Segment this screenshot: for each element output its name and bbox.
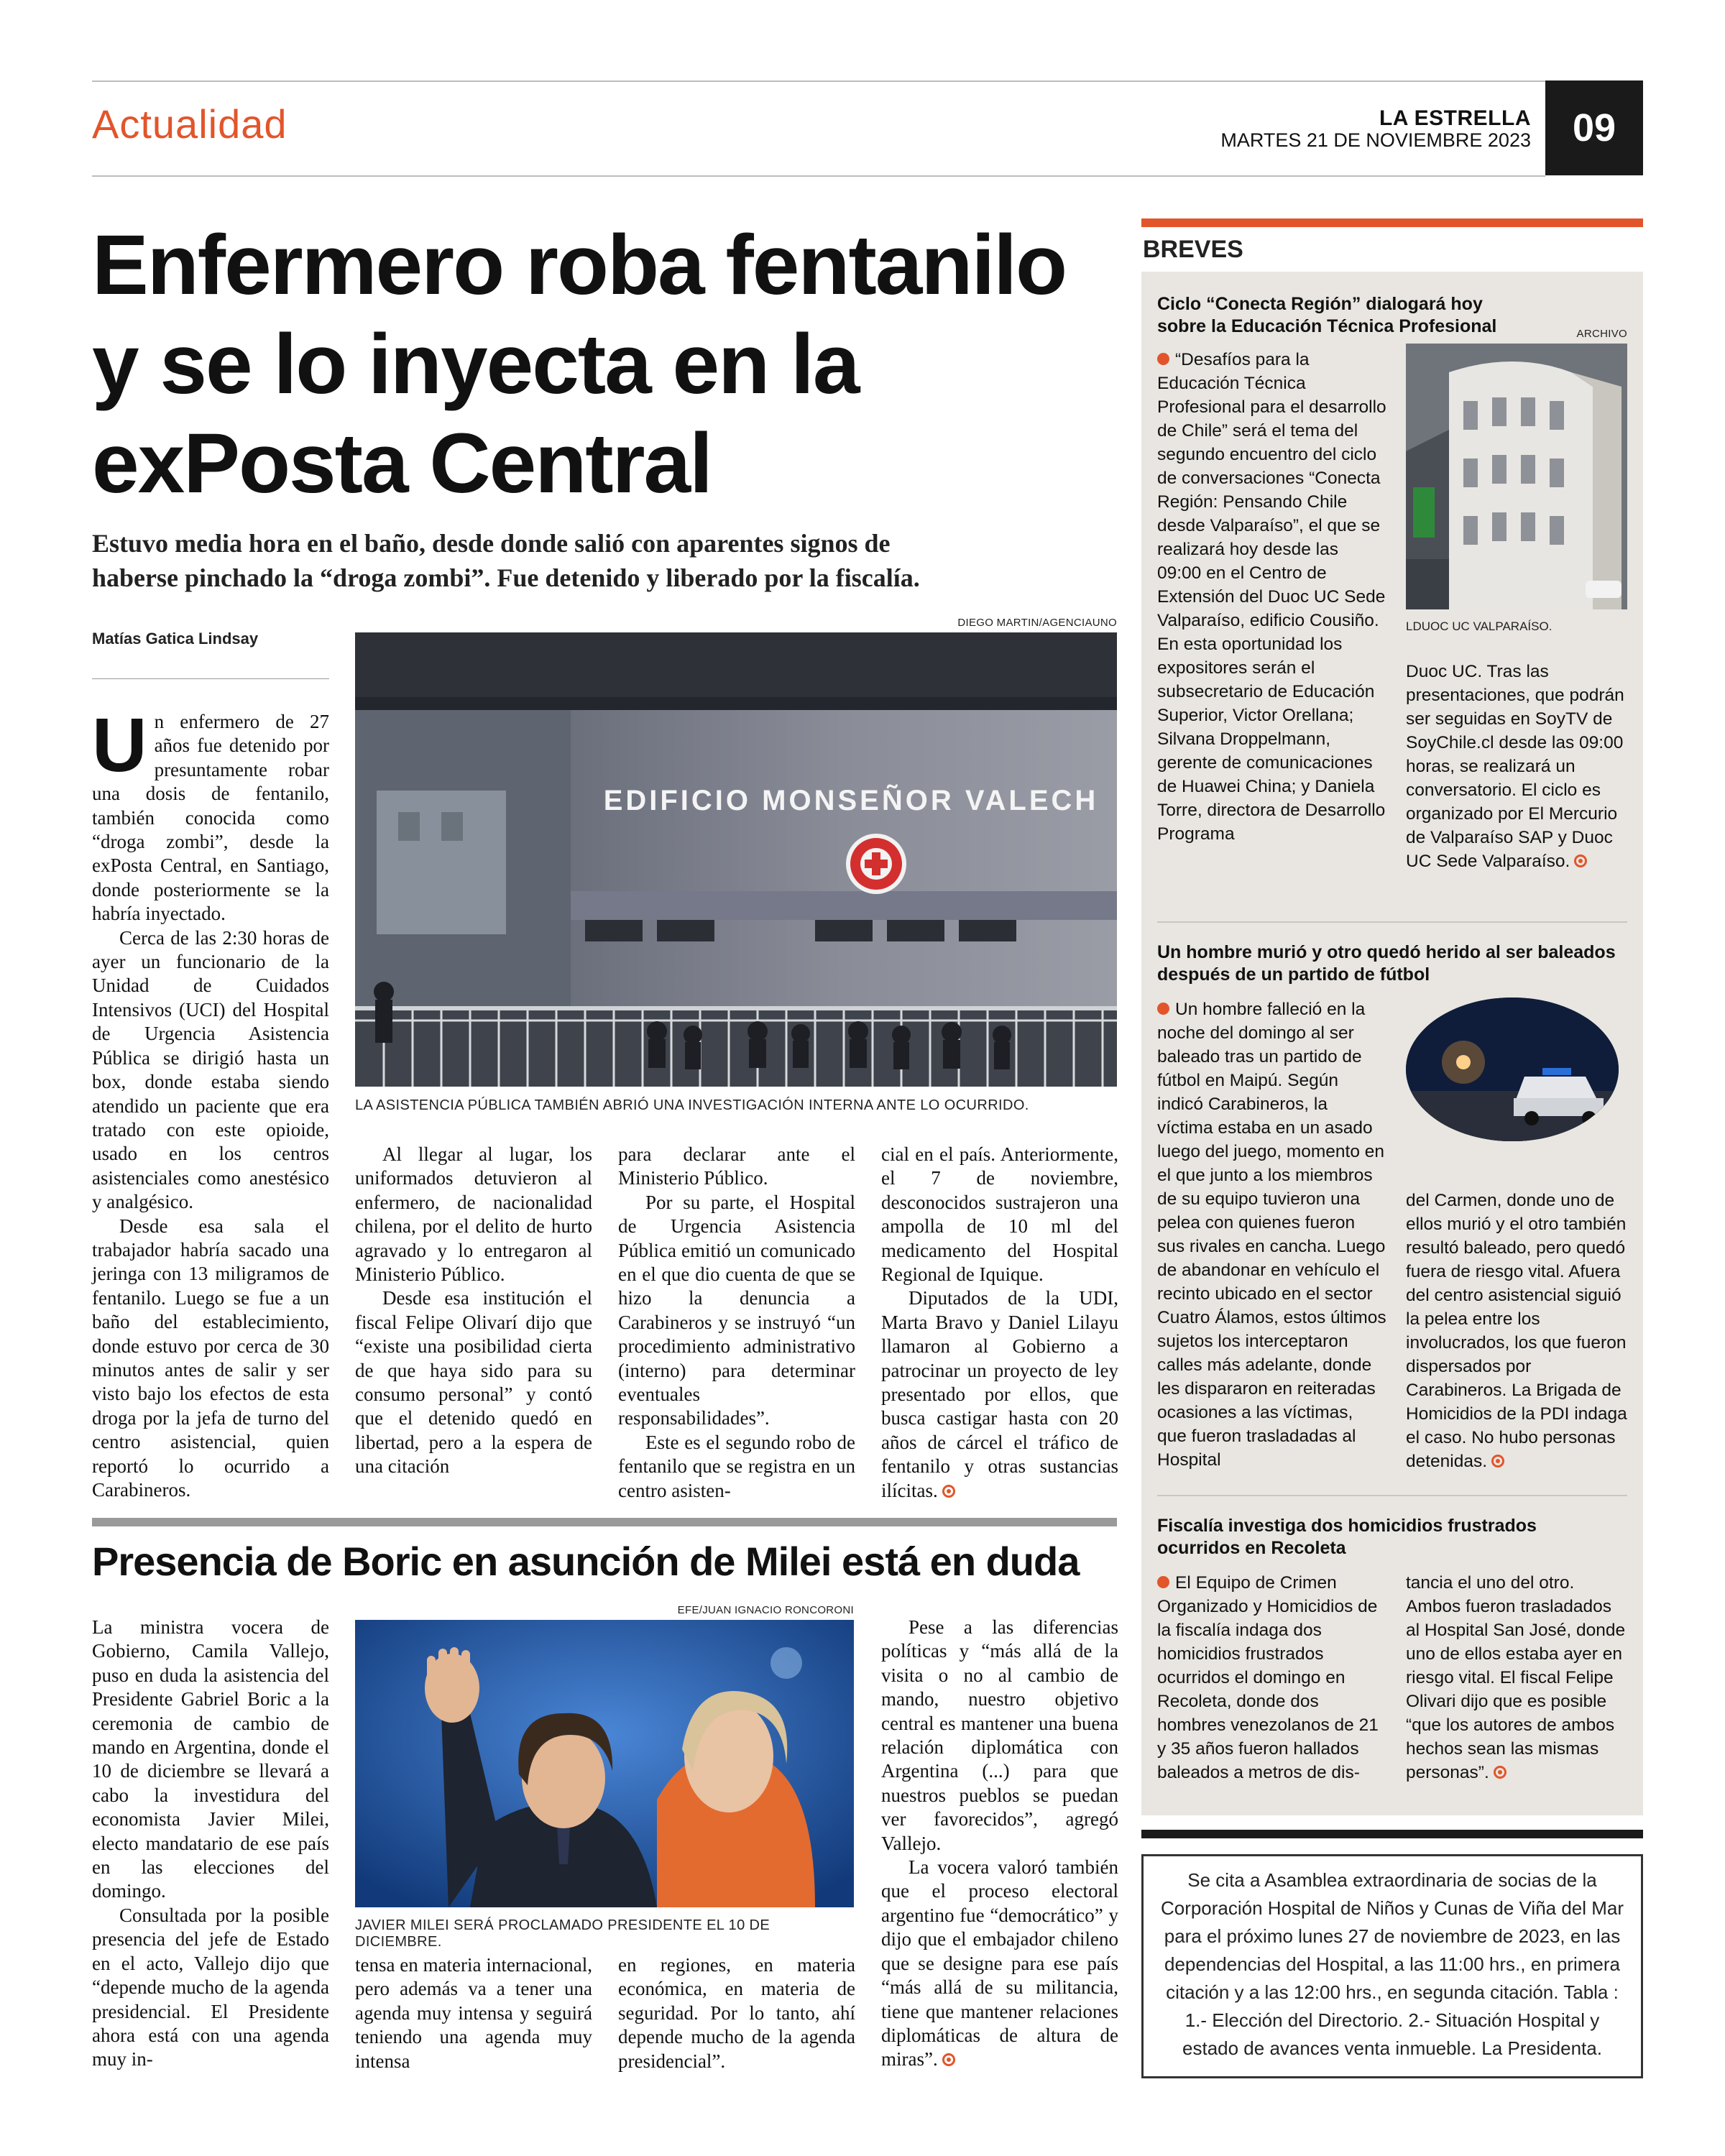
hospital-building-illustration bbox=[355, 632, 1117, 1087]
breve-2-col-1: Un hombre falleció en la noche del domingo al ser baleado tras un partido de fútbol en Maipú. Según indicó Carabineros, la víctima estaba en un asado luego del juego, momento en el que junto a los miembros de su equipo tuvieron una pelea con quienes fueron sus rivales en cancha. Luego de abandonar en vehículo el recinto ubicado en el sector Cuatro Álamos, estos últimos sujetos los interceptaron calles más adelante, donde les dispararon en reiteradas ocasiones a las víctimas, que fueron trasladadas al Hospital bbox=[1157, 1000, 1386, 1470]
second-headline: Presencia de Boric en asunción de Milei está en duda bbox=[92, 1539, 1080, 1584]
headline-line-3: exPosta Central bbox=[92, 416, 712, 511]
paragraph: Por su parte, el Hospital de Urgencia Asistencia Pública emitió un comunicado en el que dio cuenta de que se hizo la denuncia a Carabineros y se instruyó “un procedimiento administrativo (interno) para determinar eventuales responsabilidades”. bbox=[618, 1191, 855, 1429]
shooting-scene-photo bbox=[1406, 998, 1619, 1141]
breves-title: BREVES bbox=[1143, 236, 1243, 263]
duoc-building-photo bbox=[1406, 344, 1627, 609]
hospital-photo bbox=[355, 632, 1117, 1087]
section-label: Actualidad bbox=[92, 101, 288, 147]
end-mark-icon bbox=[942, 2053, 955, 2066]
milei-celebration-illustration bbox=[355, 1620, 854, 1907]
main-col-2 bbox=[355, 1143, 592, 1479]
main-headline bbox=[92, 216, 1127, 513]
dropcap: U bbox=[92, 703, 147, 788]
breve-separator bbox=[1157, 921, 1627, 923]
deck-line-1: Estuvo media hora en el baño, desde donde salió con aparentes signos de bbox=[92, 529, 891, 558]
duoc-building-illustration bbox=[1406, 344, 1627, 609]
notice-text: Se cita a Asamblea extraordinaria de socias de la Corporación Hospital de Niños y Cunas de Viña del Mar para el próximo lunes 27 de noviembre de 2023, en las dependencias del Hospital, a las 11:00 hrs., en primera citación y a las 12:00 hrs., en segunda citación. Tabla : 1.- Elección del Directorio. 2.- Situación Hospital y estado de avances venta inmueble. La Presidenta. bbox=[1160, 1869, 1624, 2059]
page-number: 09 bbox=[1572, 106, 1616, 149]
end-mark-icon bbox=[942, 1485, 955, 1498]
paragraph: Desde esa sala el trabajador habría sacado una jeringa con 13 miligramos de fentanilo. Luego se fue a un baño del establecimiento, donde estuvo por cerca de 30 minutos antes de salir y ser visto bajo los efectos de esta droga por la jefa de turno del centro asistencial, quien reportó lo ocurrido a Carabineros. bbox=[92, 1215, 329, 1501]
breve-1-photo-caption: LDUOC UC VALPARAÍSO. bbox=[1406, 619, 1552, 633]
second-story-rule bbox=[92, 1518, 1117, 1526]
second-photo-caption: JAVIER MILEI SERÁ PROCLAMADO PRESIDENTE EL 10 DE DICIEMBRE. bbox=[355, 1917, 770, 1950]
photo-caption: LA ASISTENCIA PÚBLICA TAMBIÉN ABRIÓ UNA INVESTIGACIÓN INTERNA ANTE LO OCURRIDO. bbox=[355, 1097, 1029, 1113]
second-col-1 bbox=[92, 1616, 329, 2072]
breve-1-col-1: “Desafíos para la Educación Técnica Profesional para el desarrollo de Chile” será el tema del segundo encuentro del ciclo de conversaciones “Conecta Región: Pensando Chile desde Valparaíso”, el que se realizará hoy desde las 09:00 en el Centro de Extensión del Duoc UC Sede Valparaíso, edificio Cousiño. En esta oportunidad los expositores serán el subsecretario de Educación Superior, Victor Orellana; Silvana Droppelmann, gerente de comunicaciones de Huawei China; y Daniela Torre, directora de Desarrollo Programa bbox=[1157, 350, 1386, 844]
breves-accent-bar bbox=[1141, 218, 1643, 227]
second-photo-credit: EFE/JUAN IGNACIO RONCORONI bbox=[677, 1604, 854, 1616]
deck-line-2: haberse pinchado la “droga zombi”. Fue detenido y liberado por la fiscalía. bbox=[92, 563, 920, 592]
paper-name: LA ESTRELLA bbox=[1379, 106, 1531, 130]
notice-box bbox=[1141, 1854, 1643, 2078]
breve-3-col-1: El Equipo de Crimen Organizado y Homicidios de la fiscalía indaga dos homicidios frustrados ocurridos el domingo en Recoleta, donde dos hombres venezolanos de 21 y 35 años fueron hallados baleados a metros de dis- bbox=[1157, 1573, 1379, 1782]
paragraph: para declarar ante el Ministerio Público. bbox=[618, 1143, 855, 1189]
breve-2-col-2: del Carmen, donde uno de ellos murió y el otro también resultó baleado, pero quedó fuera de riesgo vital. Afuera del centro asistencial siguió la pelea entre los involucrados, los que fueron dispersados por Carabineros. La Brigada de Homicidios de la PDI indaga el caso. No hubo personas detenidas. bbox=[1406, 1191, 1627, 1471]
second-col-3 bbox=[618, 1953, 855, 2073]
photo-credit: DIEGO MARTIN/AGENCIAUNO bbox=[957, 617, 1117, 629]
paragraph: Desde esa institución el fiscal Felipe Olivarí dijo que “existe una posibilidad cierta de que haya sido para su consumo personal” y contó que el detenido quedó en libertad, pero a la espera de una citación bbox=[355, 1287, 592, 1478]
main-col-1 bbox=[92, 703, 329, 1502]
page-number-badge bbox=[1545, 80, 1643, 175]
second-col-2 bbox=[355, 1953, 592, 2073]
paragraph: Cerca de las 2:30 horas de ayer un funcionario de la Unidad de Cuidados Intensivos (UCI) del Hospital de Urgencia Asistencia Pública se dirigió hasta un box, donde estaba siendo atendido un paciente que era tratado con este opioide, usado en los centros asistenciales como anestésico y analgésico. bbox=[92, 926, 329, 1213]
headline-line-2: y se lo inyecta en la bbox=[92, 317, 859, 412]
paragraph: tensa en materia internacional, pero además va a tener una agenda muy intensa y seguirá teniendo una agenda muy intensa bbox=[355, 1954, 592, 2072]
photo-building-sign: EDIFICIO MONSEÑOR VALECH bbox=[603, 785, 1099, 816]
header-top-rule bbox=[92, 80, 1643, 82]
byline: Matías Gatica Lindsay bbox=[92, 630, 259, 648]
bullet-dot-icon bbox=[1157, 1576, 1169, 1588]
issue-date: MARTES 21 DE NOVIEMBRE 2023 bbox=[1220, 129, 1531, 151]
paragraph: cial en el país. Anteriormente, el 7 de noviembre, desconocidos sustrajeron una ampolla de 10 ml del medicamento del Hospital Regional de Iquique. bbox=[881, 1143, 1118, 1286]
end-mark-icon bbox=[1574, 854, 1587, 867]
header-bottom-rule bbox=[92, 175, 1545, 177]
bullet-dot-icon bbox=[1157, 353, 1169, 365]
paragraph: Pese a las diferencias políticas y “más allá de la visita o no al cambio de mando, nuestro objetivo central es mantener una buena relación diplomática con Argentina (...) para que nuestros pueblos se puedan ver favorecidos”, agregó Vallejo. bbox=[881, 1616, 1118, 1854]
paragraph: Al llegar al lugar, los uniformados detuvieron al enfermero, de nacionalidad chilena, por el delito de hurto agravado y lo entregaron al Ministerio Público. bbox=[355, 1143, 592, 1286]
main-col-4 bbox=[881, 1143, 1118, 1503]
paragraph: Diputados de la UDI, Marta Bravo y Daniel Lilayu llamaron al Gobierno a patrocinar un proyecto de ley presentado por ellos, que busca castigar hasta con 20 años de cárcel el tráfico de fentanilo y otras sustancias ilícitas. bbox=[881, 1287, 1118, 1501]
paragraph: en regiones, en materia económica, en materia de seguridad. Por lo tanto, ahí depende mucho de la agenda presidencial”. bbox=[618, 1954, 855, 2072]
breve-separator bbox=[1157, 1495, 1627, 1496]
lead-paragraph: Un enfermero de 27 años fue detenido por presuntamente robar una dosis de fentanilo, también conocida como “droga zombi”, desde la exPosta Central, en Santiago, donde posteriormente se la habría inyectado. bbox=[92, 703, 329, 925]
end-mark-icon bbox=[1494, 1766, 1506, 1779]
end-mark-icon bbox=[1491, 1455, 1504, 1468]
main-deck bbox=[92, 526, 1141, 595]
paragraph: La ministra vocera de Gobierno, Camila Vallejo, puso en duda la asistencia del Presidente Gabriel Boric a la ceremonia de cambio de mando en Argentina, donde el 10 de diciembre se llevará a cabo la investidura del economista Javier Milei, electo mandatario de ese país en las elecciones del domingo. bbox=[92, 1616, 329, 1902]
paragraph: Consultada por la posible presencia del jefe de Estado en el acto, Vallejo dijo que “depende mucho de la agenda presidencial. El Presidente ahora está con una agenda muy in- bbox=[92, 1904, 329, 2070]
breve-1-title: Ciclo “Conecta Región” dialogará hoy sobre la Educación Técnica Profesional bbox=[1157, 294, 1497, 336]
breve-1-col-2: Duoc UC. Tras las presentaciones, que podrán ser seguidas en SoyTV de SoyChile.cl desde las 09:00 horas, se realizará un conversatorio. El ciclo es organizado por El Mercurio de Valparaíso SAP y Duoc UC Sede Valparaíso. bbox=[1406, 662, 1624, 871]
breve-1-photo-credit: ARCHIVO bbox=[1576, 328, 1627, 340]
paragraph: La vocera valoró también que el proceso electoral argentino fue “democrático” y dijo que el embajador chileno que se designe para ese país “más allá de su militancia, tiene que mantener relaciones diplomáticas de altura de miras”. bbox=[881, 1856, 1118, 2070]
breve-3-col-2: tancia el uno del otro. Ambos fueron trasladados al Hospital San José, donde uno de ellos estaba ayer en riesgo vital. El fiscal Felipe Olivari dijo que es posible “que los autores de ambos hechos sean las mismas personas”. bbox=[1406, 1573, 1626, 1782]
paragraph: Este es el segundo robo de fentanilo que se registra en un centro asisten- bbox=[618, 1431, 855, 1501]
headline-line-1: Enfermero roba fentanilo bbox=[92, 218, 1067, 313]
notice-top-rule bbox=[1141, 1830, 1643, 1838]
breve-2-title: Un hombre murió y otro quedó herido al ser baleados después de un partido de fútbol bbox=[1157, 942, 1616, 985]
milei-photo bbox=[355, 1620, 854, 1907]
police-car-night-illustration bbox=[1406, 998, 1619, 1141]
byline-rule bbox=[92, 678, 329, 679]
second-col-4 bbox=[881, 1616, 1118, 2072]
breve-3-title: Fiscalía investiga dos homicidios frustrados ocurridos en Recoleta bbox=[1157, 1516, 1537, 1558]
main-col-3 bbox=[618, 1143, 855, 1503]
bullet-dot-icon bbox=[1157, 1003, 1169, 1015]
